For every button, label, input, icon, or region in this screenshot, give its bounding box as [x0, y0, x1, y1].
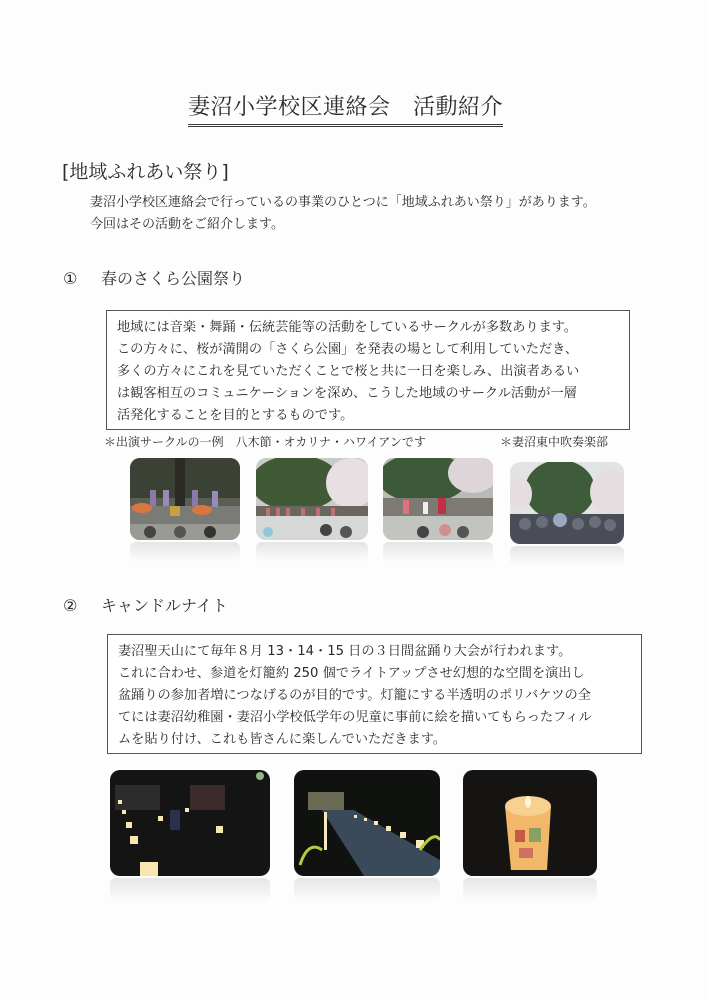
photo-lanterns-approach [294, 770, 440, 876]
section2-heading [63, 593, 228, 616]
photo-lantern-closeup [463, 770, 597, 876]
box-line: ムを貼り付け、これも皆さんに楽しんでいただきます。 [118, 732, 447, 747]
box-line: 多くの方々にこれを見ていただくことで桜と共に一日を楽しみ、出演者あるい [117, 364, 580, 379]
photo-brass-band-audience [510, 462, 624, 544]
photo-reflection [110, 878, 270, 902]
photo-reflection [463, 878, 597, 902]
box-line: これに合わせ、参道を灯籠約 250 個でライトアップさせ幻想的な空間を演出し [118, 666, 585, 681]
box-line: 活発化することを目的とするものです。 [117, 408, 354, 423]
photo-ocarina-performance [256, 458, 368, 540]
photo-yagibushi-performance [130, 458, 240, 540]
intro-paragraph [90, 192, 596, 236]
section1-title: 春のさくら公園祭り [101, 269, 246, 288]
photo-hawaiian-performance [383, 458, 493, 540]
section2-title: キャンドルナイト [101, 596, 228, 615]
section2-description-box [107, 634, 642, 754]
section1-number: ① [63, 269, 78, 288]
photo-lanterns-street [110, 770, 270, 876]
photo-reflection [130, 542, 240, 562]
section2-number: ② [63, 596, 78, 615]
box-line: 地域には音楽・舞踊・伝統芸能等の活動をしているサークルが多数あります。 [117, 320, 578, 335]
box-line: 盆踊りの参加者増につなげるのが目的です。灯籠にする半透明のポリバケツの全 [118, 688, 591, 703]
caption-brass-band: ＊妻沼東中吹奏楽部 [500, 435, 609, 449]
intro-line: 今回はその活動をご紹介します。 [90, 217, 284, 232]
caption-performers: ＊出演サークルの一例 八木節・オカリナ・ハワイアンです [104, 435, 426, 449]
section1-description-box [106, 310, 630, 430]
page-title: 妻沼小学校区連絡会 活動紹介 [188, 90, 503, 127]
photo-reflection [510, 546, 624, 566]
box-line: 妻沼聖天山にて毎年８月 13・14・15 日の３日間盆踊り大会が行われます。 [118, 644, 572, 659]
box-line: てには妻沼幼稚園・妻沼小学校低学年の児童に事前に絵を描いてもらったフィル [118, 710, 592, 725]
photo-reflection [294, 878, 440, 902]
section1-heading [63, 266, 245, 289]
photo-reflection [383, 542, 493, 562]
box-line: は観客相互のコミュニケーションを深め、こうした地域のサークル活動が一層 [117, 386, 577, 401]
section-heading: [地域ふれあい祭り] [62, 161, 229, 183]
intro-line: 妻沼小学校区連絡会で行っているの事業のひとつに「地域ふれあい祭り」があります。 [90, 195, 596, 210]
photo-reflection [256, 542, 368, 562]
box-line: この方々に、桜が満開の「さくら公園」を発表の場として利用していただき、 [117, 342, 579, 357]
